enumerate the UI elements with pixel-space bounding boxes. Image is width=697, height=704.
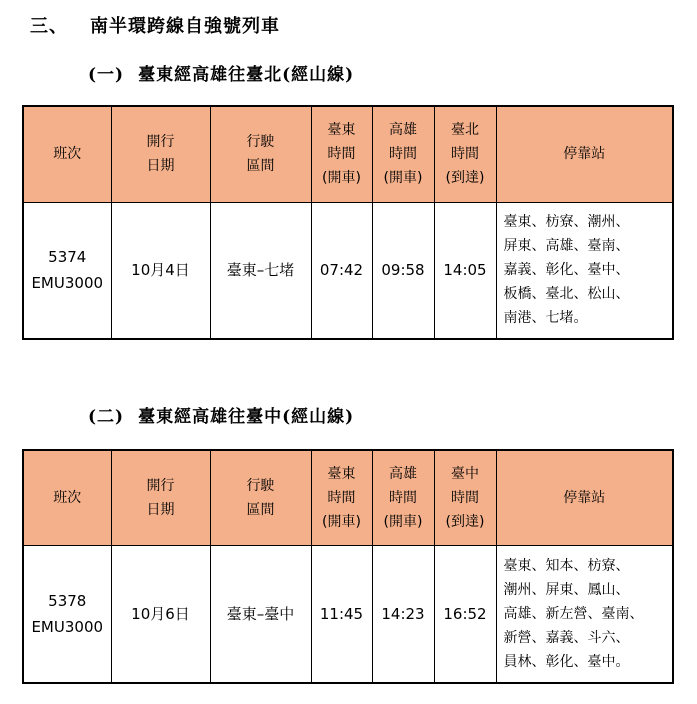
train-number-cell: 5374 EMU3000 (23, 202, 111, 339)
section-2-number: (二) (88, 407, 125, 427)
section-2-heading (88, 402, 354, 427)
train-number-cell: 5378 EMU3000 (23, 545, 111, 683)
section-1-number: (一) (88, 65, 125, 85)
section-1-title: 臺東經高雄往臺北(經山線) (138, 65, 355, 85)
header-arrival-time: 臺北 時間 (到達) (434, 106, 496, 202)
schedule-table-1 (22, 105, 674, 340)
header-section: 行駛 區間 (210, 450, 311, 545)
table-row (23, 202, 673, 339)
route-cell: 臺東–臺中 (210, 545, 311, 683)
date-cell: 10月6日 (111, 545, 210, 683)
header-taitung-time: 臺東 時間 (開車) (311, 106, 372, 202)
header-stops: 停靠站 (496, 450, 673, 545)
arrival-time-cell: 16:52 (434, 545, 496, 683)
section-2-title: 臺東經高雄往臺中(經山線) (138, 407, 355, 427)
stops-cell: 臺東、知本、枋寮、 潮州、屏東、鳳山、 高雄、新左營、臺南、 新營、嘉義、斗六、 員林、彰化、臺中。 (496, 545, 673, 683)
taitung-time-cell: 07:42 (311, 202, 372, 339)
header-section: 行駛 區間 (210, 106, 311, 202)
taitung-time-cell: 11:45 (311, 545, 372, 683)
header-kaohsiung-time: 高雄 時間 (開車) (372, 450, 434, 545)
main-heading-number: 三、 (30, 16, 68, 37)
header-date: 開行 日期 (111, 106, 210, 202)
kaohsiung-time-cell: 09:58 (372, 202, 434, 339)
header-arrival-time: 臺中 時間 (到達) (434, 450, 496, 545)
header-train-no: 班次 (23, 106, 111, 202)
route-cell: 臺東–七堵 (210, 202, 311, 339)
header-date: 開行 日期 (111, 450, 210, 545)
table-row (23, 545, 673, 683)
header-kaohsiung-time: 高雄 時間 (開車) (372, 106, 434, 202)
header-stops: 停靠站 (496, 106, 673, 202)
header-taitung-time: 臺東 時間 (開車) (311, 450, 372, 545)
schedule-table-2 (22, 449, 674, 684)
stops-cell: 臺東、枋寮、潮州、 屏東、高雄、臺南、 嘉義、彰化、臺中、 板橋、臺北、松山、 南港、七堵。 (496, 202, 673, 339)
main-heading-title: 南半環跨線自強號列車 (90, 16, 280, 37)
kaohsiung-time-cell: 14:23 (372, 545, 434, 683)
date-cell: 10月4日 (111, 202, 210, 339)
section-1-heading (88, 60, 354, 85)
header-train-no: 班次 (23, 450, 111, 545)
main-heading (30, 12, 280, 38)
arrival-time-cell: 14:05 (434, 202, 496, 339)
